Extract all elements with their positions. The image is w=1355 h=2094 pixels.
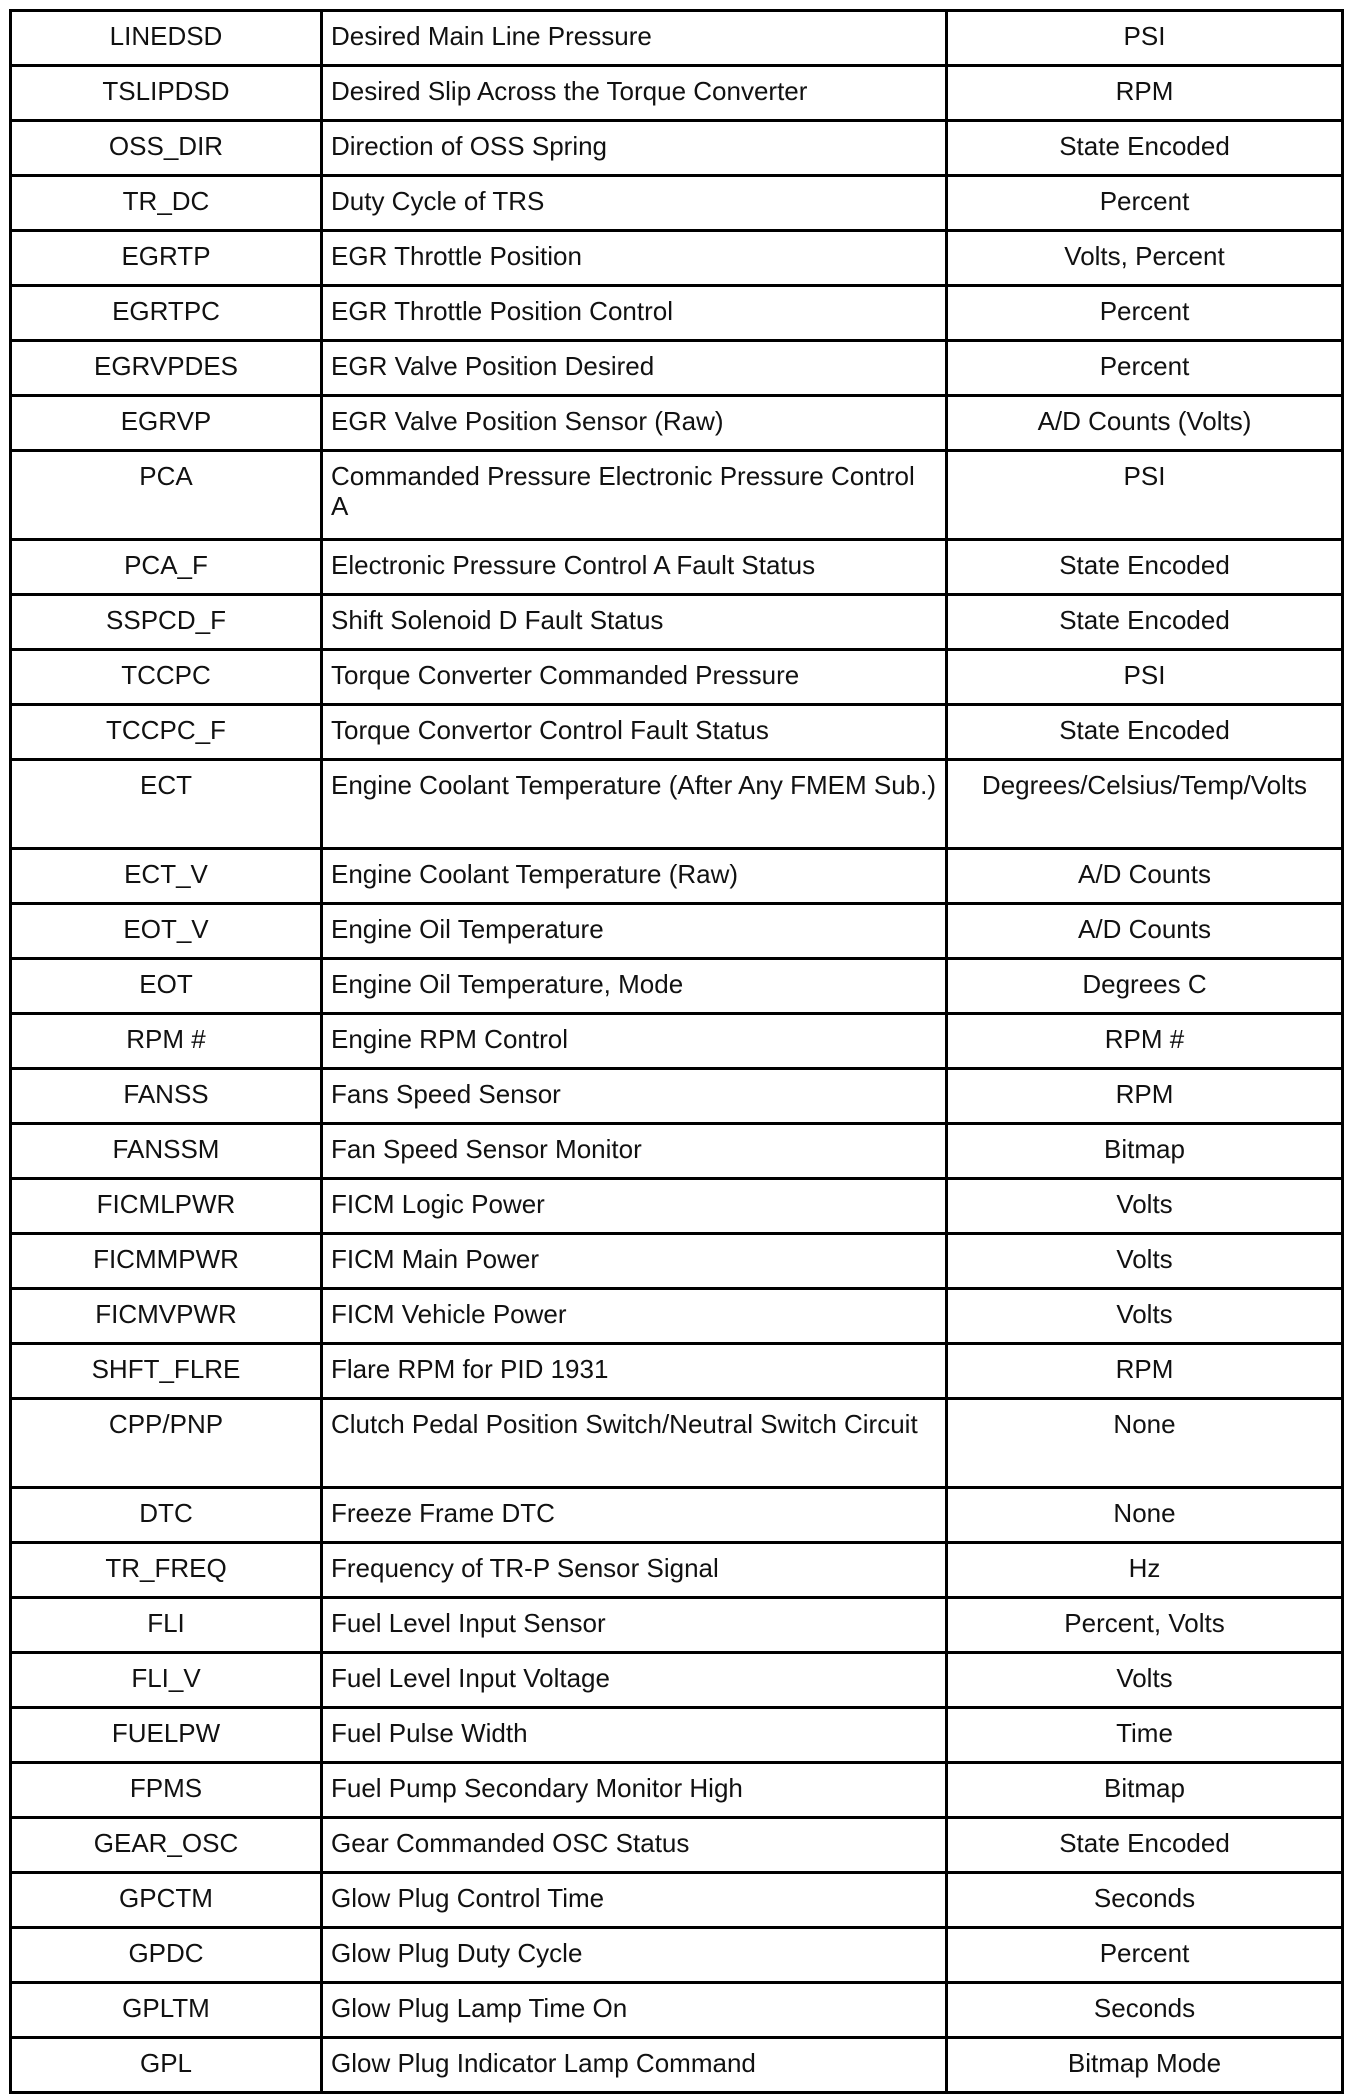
description-cell: EGR Throttle Position bbox=[322, 231, 947, 286]
table-row bbox=[11, 2038, 1343, 2093]
description-cell: EGR Valve Position Sensor (Raw) bbox=[322, 396, 947, 451]
pid-cell: FPMS bbox=[11, 1763, 322, 1818]
description-cell: Duty Cycle of TRS bbox=[322, 176, 947, 231]
table-row bbox=[11, 1344, 1343, 1399]
pid-cell: ECT_V bbox=[11, 849, 322, 904]
pid-cell: OSS_DIR bbox=[11, 121, 322, 176]
units-cell: Volts bbox=[947, 1653, 1343, 1708]
units-cell: Percent bbox=[947, 286, 1343, 341]
description-cell: Engine Oil Temperature bbox=[322, 904, 947, 959]
table-row bbox=[11, 1289, 1343, 1344]
description-cell: Engine RPM Control bbox=[322, 1014, 947, 1069]
table-row bbox=[11, 286, 1343, 341]
pid-cell: PCA bbox=[11, 451, 322, 540]
table-row bbox=[11, 1818, 1343, 1873]
table-row bbox=[11, 650, 1343, 705]
description-cell: Clutch Pedal Position Switch/Neutral Switch Circuit bbox=[322, 1399, 947, 1488]
description-cell: Fuel Pulse Width bbox=[322, 1708, 947, 1763]
pid-cell: TSLIPDSD bbox=[11, 66, 322, 121]
units-cell: A/D Counts bbox=[947, 904, 1343, 959]
pid-cell: FICMMPWR bbox=[11, 1234, 322, 1289]
description-cell: Engine Coolant Temperature (Raw) bbox=[322, 849, 947, 904]
units-cell: Volts bbox=[947, 1234, 1343, 1289]
pid-table bbox=[9, 9, 1344, 2094]
table-row bbox=[11, 540, 1343, 595]
units-cell: A/D Counts bbox=[947, 849, 1343, 904]
table-row bbox=[11, 1488, 1343, 1543]
table-row bbox=[11, 451, 1343, 540]
pid-cell: EGRTP bbox=[11, 231, 322, 286]
description-cell: Fuel Pump Secondary Monitor High bbox=[322, 1763, 947, 1818]
units-cell: RPM bbox=[947, 1069, 1343, 1124]
pid-table-body bbox=[11, 11, 1343, 2093]
table-row bbox=[11, 1014, 1343, 1069]
pid-cell: EOT_V bbox=[11, 904, 322, 959]
pid-cell: GPLTM bbox=[11, 1983, 322, 2038]
units-cell: Percent bbox=[947, 1928, 1343, 1983]
units-cell: Time bbox=[947, 1708, 1343, 1763]
units-cell: Bitmap bbox=[947, 1763, 1343, 1818]
description-cell: Freeze Frame DTC bbox=[322, 1488, 947, 1543]
units-cell: Volts, Percent bbox=[947, 231, 1343, 286]
units-cell: A/D Counts (Volts) bbox=[947, 396, 1343, 451]
pid-cell: RPM # bbox=[11, 1014, 322, 1069]
units-cell: State Encoded bbox=[947, 595, 1343, 650]
units-cell: State Encoded bbox=[947, 705, 1343, 760]
table-row bbox=[11, 176, 1343, 231]
table-row bbox=[11, 1069, 1343, 1124]
table-row bbox=[11, 121, 1343, 176]
pid-cell: TCCPC bbox=[11, 650, 322, 705]
units-cell: PSI bbox=[947, 11, 1343, 66]
units-cell: Percent, Volts bbox=[947, 1598, 1343, 1653]
description-cell: Gear Commanded OSC Status bbox=[322, 1818, 947, 1873]
pid-cell: FUELPW bbox=[11, 1708, 322, 1763]
units-cell: Seconds bbox=[947, 1873, 1343, 1928]
pid-cell: TR_FREQ bbox=[11, 1543, 322, 1598]
units-cell: PSI bbox=[947, 451, 1343, 540]
units-cell: Volts bbox=[947, 1289, 1343, 1344]
description-cell: FICM Vehicle Power bbox=[322, 1289, 947, 1344]
pid-cell: EGRVPDES bbox=[11, 341, 322, 396]
description-cell: Frequency of TR-P Sensor Signal bbox=[322, 1543, 947, 1598]
description-cell: Direction of OSS Spring bbox=[322, 121, 947, 176]
pid-cell: GEAR_OSC bbox=[11, 1818, 322, 1873]
pid-cell: GPCTM bbox=[11, 1873, 322, 1928]
table-row bbox=[11, 904, 1343, 959]
pid-cell: TCCPC_F bbox=[11, 705, 322, 760]
description-cell: Glow Plug Lamp Time On bbox=[322, 1983, 947, 2038]
units-cell: Bitmap bbox=[947, 1124, 1343, 1179]
table-row bbox=[11, 760, 1343, 849]
units-cell: None bbox=[947, 1399, 1343, 1488]
table-row bbox=[11, 1124, 1343, 1179]
table-row bbox=[11, 1983, 1343, 2038]
units-cell: Degrees C bbox=[947, 959, 1343, 1014]
units-cell: None bbox=[947, 1488, 1343, 1543]
pid-cell: SHFT_FLRE bbox=[11, 1344, 322, 1399]
pid-cell: PCA_F bbox=[11, 540, 322, 595]
units-cell: RPM # bbox=[947, 1014, 1343, 1069]
description-cell: FICM Main Power bbox=[322, 1234, 947, 1289]
pid-cell: FLI bbox=[11, 1598, 322, 1653]
units-cell: State Encoded bbox=[947, 121, 1343, 176]
description-cell: Fan Speed Sensor Monitor bbox=[322, 1124, 947, 1179]
description-cell: Electronic Pressure Control A Fault Status bbox=[322, 540, 947, 595]
description-cell: Desired Main Line Pressure bbox=[322, 11, 947, 66]
pid-cell: FLI_V bbox=[11, 1653, 322, 1708]
table-row bbox=[11, 849, 1343, 904]
description-cell: EGR Throttle Position Control bbox=[322, 286, 947, 341]
description-cell: Desired Slip Across the Torque Converter bbox=[322, 66, 947, 121]
table-row bbox=[11, 341, 1343, 396]
table-row bbox=[11, 1598, 1343, 1653]
pid-cell: FANSS bbox=[11, 1069, 322, 1124]
pid-cell: TR_DC bbox=[11, 176, 322, 231]
pid-cell: DTC bbox=[11, 1488, 322, 1543]
units-cell: State Encoded bbox=[947, 1818, 1343, 1873]
units-cell: Hz bbox=[947, 1543, 1343, 1598]
description-cell: Fuel Level Input Sensor bbox=[322, 1598, 947, 1653]
description-cell: Fuel Level Input Voltage bbox=[322, 1653, 947, 1708]
description-cell: Engine Coolant Temperature (After Any FMEM Sub.) bbox=[322, 760, 947, 849]
table-row bbox=[11, 1763, 1343, 1818]
pid-cell: FANSSM bbox=[11, 1124, 322, 1179]
units-cell: Percent bbox=[947, 176, 1343, 231]
description-cell: Flare RPM for PID 1931 bbox=[322, 1344, 947, 1399]
pid-cell: GPDC bbox=[11, 1928, 322, 1983]
description-cell: Commanded Pressure Electronic Pressure Control A bbox=[322, 451, 947, 540]
units-cell: RPM bbox=[947, 1344, 1343, 1399]
pid-cell: EGRTPC bbox=[11, 286, 322, 341]
description-cell: FICM Logic Power bbox=[322, 1179, 947, 1234]
pid-cell: EGRVP bbox=[11, 396, 322, 451]
table-row bbox=[11, 1234, 1343, 1289]
table-row bbox=[11, 1708, 1343, 1763]
table-row bbox=[11, 595, 1343, 650]
table-row bbox=[11, 396, 1343, 451]
description-cell: Shift Solenoid D Fault Status bbox=[322, 595, 947, 650]
table-row bbox=[11, 959, 1343, 1014]
pid-cell: LINEDSD bbox=[11, 11, 322, 66]
description-cell: Glow Plug Control Time bbox=[322, 1873, 947, 1928]
description-cell: Engine Oil Temperature, Mode bbox=[322, 959, 947, 1014]
pid-cell: SSPCD_F bbox=[11, 595, 322, 650]
pid-cell: ECT bbox=[11, 760, 322, 849]
units-cell: Degrees/Celsius/Temp/Volts bbox=[947, 760, 1343, 849]
table-row bbox=[11, 11, 1343, 66]
units-cell: State Encoded bbox=[947, 540, 1343, 595]
units-cell: Percent bbox=[947, 341, 1343, 396]
table-row bbox=[11, 66, 1343, 121]
description-cell: Fans Speed Sensor bbox=[322, 1069, 947, 1124]
table-row bbox=[11, 231, 1343, 286]
units-cell: Bitmap Mode bbox=[947, 2038, 1343, 2093]
table-row bbox=[11, 1653, 1343, 1708]
description-cell: Glow Plug Indicator Lamp Command bbox=[322, 2038, 947, 2093]
description-cell: Glow Plug Duty Cycle bbox=[322, 1928, 947, 1983]
description-cell: Torque Converter Commanded Pressure bbox=[322, 650, 947, 705]
description-cell: EGR Valve Position Desired bbox=[322, 341, 947, 396]
units-cell: Volts bbox=[947, 1179, 1343, 1234]
table-row bbox=[11, 1873, 1343, 1928]
units-cell: PSI bbox=[947, 650, 1343, 705]
pid-cell: GPL bbox=[11, 2038, 322, 2093]
units-cell: RPM bbox=[947, 66, 1343, 121]
pid-cell: FICMVPWR bbox=[11, 1289, 322, 1344]
table-row bbox=[11, 1399, 1343, 1488]
pid-cell: CPP/PNP bbox=[11, 1399, 322, 1488]
description-cell: Torque Convertor Control Fault Status bbox=[322, 705, 947, 760]
table-row bbox=[11, 1928, 1343, 1983]
table-row bbox=[11, 1543, 1343, 1598]
table-row bbox=[11, 1179, 1343, 1234]
pid-cell: EOT bbox=[11, 959, 322, 1014]
pid-cell: FICMLPWR bbox=[11, 1179, 322, 1234]
table-row bbox=[11, 705, 1343, 760]
units-cell: Seconds bbox=[947, 1983, 1343, 2038]
